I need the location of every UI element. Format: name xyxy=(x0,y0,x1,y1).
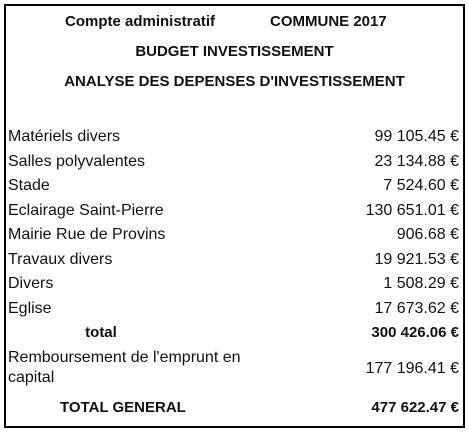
expense-amount: 19 921.53 € xyxy=(374,250,459,268)
expense-row xyxy=(6,150,463,175)
repayment-label: Remboursement de l'emprunt en capital xyxy=(8,348,241,386)
subtotal-row xyxy=(6,321,463,346)
expense-label: Divers xyxy=(8,275,54,292)
expense-row xyxy=(6,199,463,224)
subtotal-amount: 300 426.06 € xyxy=(371,324,459,341)
expense-row xyxy=(6,248,463,273)
expense-label: Salles polyvalentes xyxy=(8,152,145,170)
document-type: Compte administratif xyxy=(65,13,216,30)
expense-amount: 906.68 € xyxy=(396,226,459,243)
expense-amount: 99 105.45 € xyxy=(374,128,459,145)
expense-amount: 7 524.60 € xyxy=(383,177,459,194)
expense-label: Eclairage Saint-Pierre xyxy=(8,201,164,219)
budget-title: BUDGET INVESTISSEMENT xyxy=(135,43,334,60)
subtotal-label: total xyxy=(85,324,117,341)
expense-row xyxy=(6,125,463,150)
expense-label: Travaux divers xyxy=(8,250,113,268)
repayment-amount: 177 196.41 € xyxy=(365,359,459,377)
header-row-3 xyxy=(6,72,463,92)
budget-sheet xyxy=(4,4,465,428)
expense-row xyxy=(6,174,463,199)
repayment-row xyxy=(6,346,463,392)
header-row-2 xyxy=(6,42,463,62)
expense-row xyxy=(6,297,463,322)
expense-amount: 17 673.62 € xyxy=(374,299,459,317)
grand-total-amount: 477 622.47 € xyxy=(371,399,459,416)
expense-amount: 1 508.29 € xyxy=(383,275,459,292)
expense-label: Mairie Rue de Provins xyxy=(8,226,166,243)
expense-amount: 130 651.01 € xyxy=(365,201,459,219)
header-row-1 xyxy=(6,12,463,32)
expense-row xyxy=(6,223,463,248)
expense-amount: 23 134.88 € xyxy=(374,152,459,170)
expense-label: Stade xyxy=(8,177,50,194)
analysis-title: ANALYSE DES DEPENSES D'INVESTISSEMENT xyxy=(64,73,405,90)
expense-label: Eglise xyxy=(8,299,52,317)
expense-table xyxy=(6,125,463,392)
grand-total-row xyxy=(6,396,463,420)
grand-total-label: TOTAL GENERAL xyxy=(60,399,186,416)
commune-year: COMMUNE 2017 xyxy=(270,13,387,30)
expense-row xyxy=(6,272,463,297)
expense-label: Matériels divers xyxy=(8,128,121,145)
